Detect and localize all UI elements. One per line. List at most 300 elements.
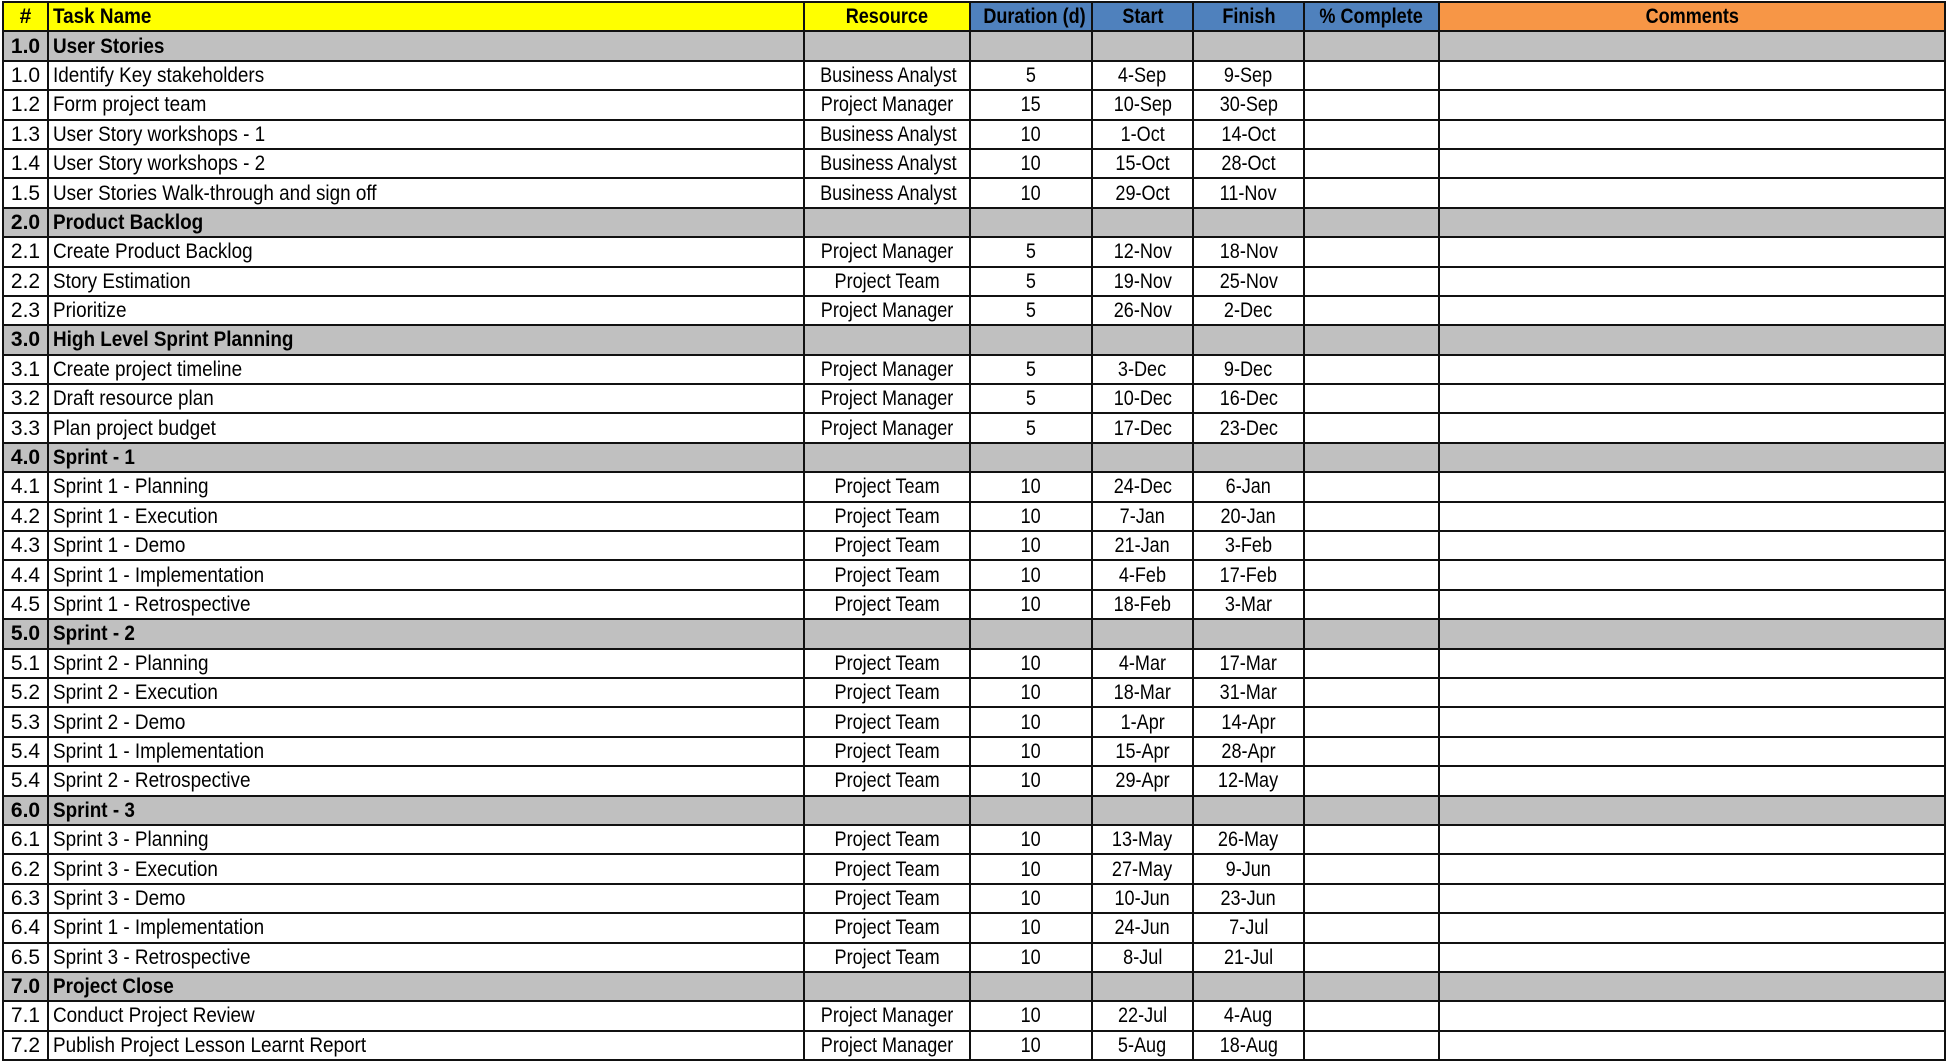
cell-number[interactable]	[3, 707, 48, 736]
header-start[interactable]: Start	[1092, 2, 1193, 31]
cell-number-text: 3.1	[10, 357, 41, 381]
cell-start[interactable]	[1092, 413, 1193, 442]
cell-number[interactable]	[3, 854, 48, 883]
cell-number[interactable]	[3, 443, 48, 472]
cell-percent-complete[interactable]	[1304, 31, 1439, 60]
cell-resource[interactable]	[804, 884, 970, 913]
cell-start[interactable]	[1092, 766, 1193, 795]
cell-task-name[interactable]	[48, 913, 804, 942]
cell-finish[interactable]	[1193, 707, 1304, 736]
cell-percent-complete[interactable]	[1304, 913, 1439, 942]
cell-task-name[interactable]	[48, 502, 804, 531]
cell-task-name[interactable]	[48, 61, 804, 90]
cell-task-name[interactable]	[48, 31, 804, 60]
cell-resource[interactable]	[804, 590, 970, 619]
cell-finish[interactable]	[1193, 943, 1304, 972]
cell-task-name[interactable]	[48, 267, 804, 296]
cell-duration[interactable]	[970, 943, 1092, 972]
cell-duration[interactable]	[970, 825, 1092, 854]
cell-resource[interactable]	[804, 796, 970, 825]
cell-comments[interactable]	[1439, 472, 1945, 501]
cell-duration[interactable]	[970, 384, 1092, 413]
cell-number[interactable]	[3, 884, 48, 913]
cell-resource[interactable]	[804, 502, 970, 531]
cell-percent-complete[interactable]	[1304, 560, 1439, 589]
cell-comments[interactable]	[1439, 943, 1945, 972]
cell-percent-complete[interactable]	[1304, 120, 1439, 149]
cell-finish[interactable]	[1193, 267, 1304, 296]
header-finish[interactable]: Finish	[1193, 2, 1304, 31]
header-comments[interactable]: Comments	[1439, 2, 1945, 31]
cell-start[interactable]	[1092, 737, 1193, 766]
cell-comments[interactable]	[1439, 237, 1945, 266]
header-resource[interactable]: Resource	[804, 2, 970, 31]
cell-duration-text: 5	[1025, 387, 1037, 411]
cell-duration[interactable]	[970, 31, 1092, 60]
cell-finish-text: 2-Dec	[1224, 299, 1273, 323]
cell-number[interactable]	[3, 413, 48, 442]
cell-finish[interactable]	[1193, 413, 1304, 442]
cell-percent-complete[interactable]	[1304, 208, 1439, 237]
cell-number[interactable]	[3, 678, 48, 707]
cell-resource[interactable]	[804, 61, 970, 90]
cell-duration[interactable]	[970, 296, 1092, 325]
cell-start[interactable]	[1092, 502, 1193, 531]
cell-finish[interactable]	[1193, 443, 1304, 472]
cell-number[interactable]	[3, 531, 48, 560]
cell-percent-complete[interactable]	[1304, 472, 1439, 501]
cell-duration[interactable]	[970, 267, 1092, 296]
cell-number[interactable]	[3, 61, 48, 90]
cell-number[interactable]	[3, 237, 48, 266]
header-percent-complete[interactable]: % Complete	[1304, 2, 1439, 31]
cell-number[interactable]	[3, 943, 48, 972]
cell-duration[interactable]	[970, 737, 1092, 766]
cell-percent-complete[interactable]	[1304, 531, 1439, 560]
cell-resource[interactable]	[804, 825, 970, 854]
cell-percent-complete[interactable]	[1304, 413, 1439, 442]
cell-duration[interactable]	[970, 560, 1092, 589]
cell-duration[interactable]	[970, 355, 1092, 384]
cell-finish[interactable]	[1193, 825, 1304, 854]
cell-task-name[interactable]	[48, 707, 804, 736]
cell-task-name[interactable]	[48, 649, 804, 678]
cell-duration[interactable]	[970, 707, 1092, 736]
cell-duration[interactable]	[970, 854, 1092, 883]
cell-task-name[interactable]	[48, 766, 804, 795]
cell-task-name[interactable]	[48, 590, 804, 619]
cell-start[interactable]	[1092, 884, 1193, 913]
cell-duration[interactable]	[970, 619, 1092, 648]
cell-finish[interactable]	[1193, 649, 1304, 678]
cell-task-name[interactable]	[48, 943, 804, 972]
cell-resource[interactable]	[804, 178, 970, 207]
cell-task-name[interactable]	[48, 796, 804, 825]
cell-comments[interactable]	[1439, 325, 1945, 354]
cell-duration[interactable]	[970, 61, 1092, 90]
cell-resource[interactable]	[804, 678, 970, 707]
cell-duration[interactable]	[970, 149, 1092, 178]
cell-task-name[interactable]	[48, 972, 804, 1001]
cell-resource[interactable]	[804, 854, 970, 883]
cell-resource[interactable]	[804, 1031, 970, 1060]
cell-number[interactable]	[3, 208, 48, 237]
cell-start[interactable]	[1092, 208, 1193, 237]
cell-start[interactable]	[1092, 296, 1193, 325]
cell-duration[interactable]	[970, 502, 1092, 531]
cell-duration[interactable]	[970, 1031, 1092, 1060]
cell-start[interactable]	[1092, 825, 1193, 854]
cell-number[interactable]	[3, 31, 48, 60]
cell-resource[interactable]	[804, 1001, 970, 1030]
cell-finish[interactable]	[1193, 61, 1304, 90]
cell-number[interactable]	[3, 267, 48, 296]
cell-number[interactable]	[3, 296, 48, 325]
cell-percent-complete[interactable]	[1304, 796, 1439, 825]
cell-duration[interactable]	[970, 120, 1092, 149]
cell-task-name[interactable]	[48, 443, 804, 472]
cell-percent-complete[interactable]	[1304, 355, 1439, 384]
cell-percent-complete[interactable]	[1304, 619, 1439, 648]
cell-task-name[interactable]	[48, 413, 804, 442]
cell-task-name[interactable]	[48, 531, 804, 560]
cell-task-name[interactable]	[48, 237, 804, 266]
cell-percent-complete[interactable]	[1304, 384, 1439, 413]
cell-task-name[interactable]	[48, 1031, 804, 1060]
cell-start[interactable]	[1092, 149, 1193, 178]
cell-start[interactable]	[1092, 61, 1193, 90]
cell-comments[interactable]	[1439, 1001, 1945, 1030]
cell-finish[interactable]	[1193, 355, 1304, 384]
cell-comments[interactable]	[1439, 502, 1945, 531]
cell-resource-text: Project Manager	[820, 1004, 954, 1028]
cell-percent-complete[interactable]	[1304, 149, 1439, 178]
cell-task-name[interactable]	[48, 737, 804, 766]
cell-comments[interactable]	[1439, 649, 1945, 678]
cell-percent-complete[interactable]	[1304, 1031, 1439, 1060]
cell-finish[interactable]	[1193, 31, 1304, 60]
cell-comments[interactable]	[1439, 413, 1945, 442]
cell-task-name[interactable]	[48, 825, 804, 854]
cell-comments[interactable]	[1439, 531, 1945, 560]
cell-finish[interactable]	[1193, 325, 1304, 354]
cell-finish[interactable]	[1193, 120, 1304, 149]
cell-task-name[interactable]	[48, 678, 804, 707]
cell-percent-complete[interactable]	[1304, 943, 1439, 972]
cell-resource[interactable]	[804, 531, 970, 560]
cell-number[interactable]	[3, 178, 48, 207]
cell-duration[interactable]	[970, 208, 1092, 237]
cell-finish[interactable]	[1193, 884, 1304, 913]
cell-duration[interactable]	[970, 766, 1092, 795]
cell-resource[interactable]	[804, 413, 970, 442]
cell-resource-text: Project Team	[834, 563, 940, 587]
cell-comments[interactable]	[1439, 766, 1945, 795]
cell-duration[interactable]	[970, 884, 1092, 913]
cell-task-name[interactable]	[48, 472, 804, 501]
cell-start[interactable]	[1092, 796, 1193, 825]
cell-start[interactable]	[1092, 649, 1193, 678]
cell-duration[interactable]	[970, 443, 1092, 472]
cell-duration[interactable]	[970, 972, 1092, 1001]
cell-percent-complete[interactable]	[1304, 443, 1439, 472]
cell-start[interactable]	[1092, 531, 1193, 560]
cell-duration[interactable]	[970, 678, 1092, 707]
cell-duration[interactable]	[970, 913, 1092, 942]
cell-start[interactable]	[1092, 472, 1193, 501]
cell-finish[interactable]	[1193, 737, 1304, 766]
cell-duration[interactable]	[970, 649, 1092, 678]
cell-task-name[interactable]	[48, 619, 804, 648]
cell-task-name[interactable]	[48, 884, 804, 913]
cell-resource[interactable]	[804, 913, 970, 942]
header-task-name[interactable]: Task Name	[48, 2, 804, 31]
cell-comments[interactable]	[1439, 825, 1945, 854]
cell-number[interactable]	[3, 972, 48, 1001]
cell-task-name[interactable]	[48, 854, 804, 883]
cell-number[interactable]	[3, 796, 48, 825]
cell-number[interactable]	[3, 472, 48, 501]
cell-start[interactable]	[1092, 707, 1193, 736]
cell-resource[interactable]	[804, 707, 970, 736]
cell-resource[interactable]	[804, 560, 970, 589]
cell-finish[interactable]	[1193, 766, 1304, 795]
cell-finish[interactable]	[1193, 913, 1304, 942]
cell-finish[interactable]	[1193, 208, 1304, 237]
header-duration[interactable]: Duration (d)	[970, 2, 1092, 31]
cell-start[interactable]	[1092, 943, 1193, 972]
cell-finish[interactable]	[1193, 972, 1304, 1001]
cell-comments[interactable]	[1439, 61, 1945, 90]
cell-resource[interactable]	[804, 296, 970, 325]
cell-start[interactable]	[1092, 678, 1193, 707]
cell-resource[interactable]	[804, 120, 970, 149]
cell-duration[interactable]	[970, 1001, 1092, 1030]
cell-duration[interactable]	[970, 325, 1092, 354]
cell-percent-complete[interactable]	[1304, 325, 1439, 354]
cell-number-text: 4.5	[10, 593, 41, 616]
cell-comments[interactable]	[1439, 267, 1945, 296]
cell-percent-complete[interactable]	[1304, 766, 1439, 795]
cell-task-name[interactable]	[48, 208, 804, 237]
cell-percent-complete[interactable]	[1304, 707, 1439, 736]
cell-task-name[interactable]	[48, 1001, 804, 1030]
cell-comments[interactable]	[1439, 443, 1945, 472]
cell-resource[interactable]	[804, 31, 970, 60]
cell-comments[interactable]	[1439, 149, 1945, 178]
cell-start-text: 5-Aug	[1118, 1033, 1167, 1057]
cell-number-text: 4.0	[10, 446, 41, 470]
cell-comments[interactable]	[1439, 560, 1945, 589]
cell-percent-complete[interactable]	[1304, 884, 1439, 913]
cell-start[interactable]	[1092, 237, 1193, 266]
cell-number[interactable]	[3, 502, 48, 531]
cell-number[interactable]	[3, 766, 48, 795]
cell-percent-complete[interactable]	[1304, 1001, 1439, 1030]
cell-start[interactable]	[1092, 972, 1193, 1001]
cell-finish[interactable]	[1193, 237, 1304, 266]
cell-percent-complete[interactable]	[1304, 972, 1439, 1001]
cell-resource[interactable]	[804, 384, 970, 413]
cell-start[interactable]	[1092, 90, 1193, 119]
cell-duration[interactable]	[970, 531, 1092, 560]
cell-task-name[interactable]	[48, 355, 804, 384]
cell-comments[interactable]	[1439, 707, 1945, 736]
cell-number[interactable]	[3, 649, 48, 678]
cell-finish[interactable]	[1193, 854, 1304, 883]
cell-percent-complete[interactable]	[1304, 678, 1439, 707]
task-row	[3, 943, 1945, 972]
cell-duration[interactable]	[970, 90, 1092, 119]
cell-percent-complete[interactable]	[1304, 737, 1439, 766]
cell-task-name[interactable]	[48, 560, 804, 589]
cell-percent-complete[interactable]	[1304, 854, 1439, 883]
cell-finish[interactable]	[1193, 678, 1304, 707]
cell-start[interactable]	[1092, 178, 1193, 207]
cell-number-text: 7.0	[10, 975, 41, 999]
cell-percent-complete[interactable]	[1304, 61, 1439, 90]
cell-start[interactable]	[1092, 1031, 1193, 1060]
cell-finish[interactable]	[1193, 1031, 1304, 1060]
cell-percent-complete[interactable]	[1304, 237, 1439, 266]
cell-resource[interactable]	[804, 267, 970, 296]
cell-task-name[interactable]	[48, 325, 804, 354]
cell-number[interactable]	[3, 1001, 48, 1030]
cell-resource[interactable]	[804, 766, 970, 795]
cell-task-name[interactable]	[48, 90, 804, 119]
cell-duration-text: 10	[1020, 181, 1042, 205]
cell-comments[interactable]	[1439, 884, 1945, 913]
cell-comments[interactable]	[1439, 678, 1945, 707]
cell-comments[interactable]	[1439, 296, 1945, 325]
cell-resource[interactable]	[804, 649, 970, 678]
cell-number[interactable]	[3, 384, 48, 413]
cell-number[interactable]	[3, 120, 48, 149]
cell-number[interactable]	[3, 325, 48, 354]
cell-resource[interactable]	[804, 943, 970, 972]
cell-comments[interactable]	[1439, 737, 1945, 766]
cell-comments[interactable]	[1439, 796, 1945, 825]
cell-comments[interactable]	[1439, 355, 1945, 384]
cell-resource[interactable]	[804, 149, 970, 178]
cell-finish[interactable]	[1193, 619, 1304, 648]
cell-resource[interactable]	[804, 737, 970, 766]
cell-percent-complete[interactable]	[1304, 296, 1439, 325]
cell-finish[interactable]	[1193, 502, 1304, 531]
cell-start[interactable]	[1092, 443, 1193, 472]
cell-number[interactable]	[3, 619, 48, 648]
cell-finish[interactable]	[1193, 796, 1304, 825]
cell-task-name[interactable]	[48, 149, 804, 178]
cell-comments[interactable]	[1439, 178, 1945, 207]
cell-comments[interactable]	[1439, 913, 1945, 942]
cell-start[interactable]	[1092, 913, 1193, 942]
cell-resource[interactable]	[804, 972, 970, 1001]
cell-finish[interactable]	[1193, 560, 1304, 589]
cell-start[interactable]	[1092, 267, 1193, 296]
cell-start[interactable]	[1092, 590, 1193, 619]
cell-duration[interactable]	[970, 178, 1092, 207]
cell-task-name[interactable]	[48, 296, 804, 325]
cell-percent-complete[interactable]	[1304, 590, 1439, 619]
cell-start[interactable]	[1092, 355, 1193, 384]
cell-comments[interactable]	[1439, 120, 1945, 149]
cell-number[interactable]	[3, 1031, 48, 1060]
cell-duration[interactable]	[970, 472, 1092, 501]
cell-percent-complete[interactable]	[1304, 90, 1439, 119]
cell-start[interactable]	[1092, 384, 1193, 413]
cell-comments[interactable]	[1439, 384, 1945, 413]
cell-finish[interactable]	[1193, 472, 1304, 501]
cell-resource[interactable]	[804, 208, 970, 237]
cell-percent-complete[interactable]	[1304, 649, 1439, 678]
cell-number[interactable]	[3, 825, 48, 854]
cell-comments[interactable]	[1439, 208, 1945, 237]
cell-finish[interactable]	[1193, 296, 1304, 325]
cell-comments[interactable]	[1439, 619, 1945, 648]
cell-number[interactable]	[3, 913, 48, 942]
cell-task-name[interactable]	[48, 120, 804, 149]
cell-finish-text: 17-Feb	[1219, 563, 1278, 587]
cell-start[interactable]	[1092, 31, 1193, 60]
cell-resource[interactable]	[804, 237, 970, 266]
cell-finish[interactable]	[1193, 384, 1304, 413]
cell-percent-complete[interactable]	[1304, 502, 1439, 531]
header-num[interactable]: #	[3, 2, 48, 31]
cell-percent-complete[interactable]	[1304, 178, 1439, 207]
cell-finish[interactable]	[1193, 531, 1304, 560]
cell-start[interactable]	[1092, 120, 1193, 149]
cell-duration[interactable]	[970, 237, 1092, 266]
cell-task-name[interactable]	[48, 384, 804, 413]
cell-resource[interactable]	[804, 443, 970, 472]
cell-number[interactable]	[3, 560, 48, 589]
cell-finish[interactable]	[1193, 1001, 1304, 1030]
cell-percent-complete[interactable]	[1304, 825, 1439, 854]
cell-resource[interactable]	[804, 619, 970, 648]
cell-finish[interactable]	[1193, 590, 1304, 619]
cell-resource[interactable]	[804, 90, 970, 119]
cell-comments[interactable]	[1439, 31, 1945, 60]
cell-start[interactable]	[1092, 619, 1193, 648]
cell-start[interactable]	[1092, 560, 1193, 589]
cell-number[interactable]	[3, 590, 48, 619]
cell-finish[interactable]	[1193, 90, 1304, 119]
cell-number[interactable]	[3, 90, 48, 119]
cell-percent-complete[interactable]	[1304, 267, 1439, 296]
cell-start[interactable]	[1092, 1001, 1193, 1030]
cell-duration[interactable]	[970, 590, 1092, 619]
cell-finish[interactable]	[1193, 149, 1304, 178]
cell-comments[interactable]	[1439, 1031, 1945, 1060]
cell-task-name[interactable]	[48, 178, 804, 207]
cell-start[interactable]	[1092, 854, 1193, 883]
cell-duration[interactable]	[970, 796, 1092, 825]
cell-resource[interactable]	[804, 472, 970, 501]
cell-resource[interactable]	[804, 355, 970, 384]
cell-number[interactable]	[3, 149, 48, 178]
cell-comments[interactable]	[1439, 590, 1945, 619]
cell-duration[interactable]	[970, 413, 1092, 442]
cell-comments[interactable]	[1439, 972, 1945, 1001]
cell-number[interactable]	[3, 355, 48, 384]
cell-resource[interactable]	[804, 325, 970, 354]
cell-finish[interactable]	[1193, 178, 1304, 207]
cell-comments[interactable]	[1439, 854, 1945, 883]
cell-comments[interactable]	[1439, 90, 1945, 119]
cell-number[interactable]	[3, 737, 48, 766]
cell-start[interactable]	[1092, 325, 1193, 354]
